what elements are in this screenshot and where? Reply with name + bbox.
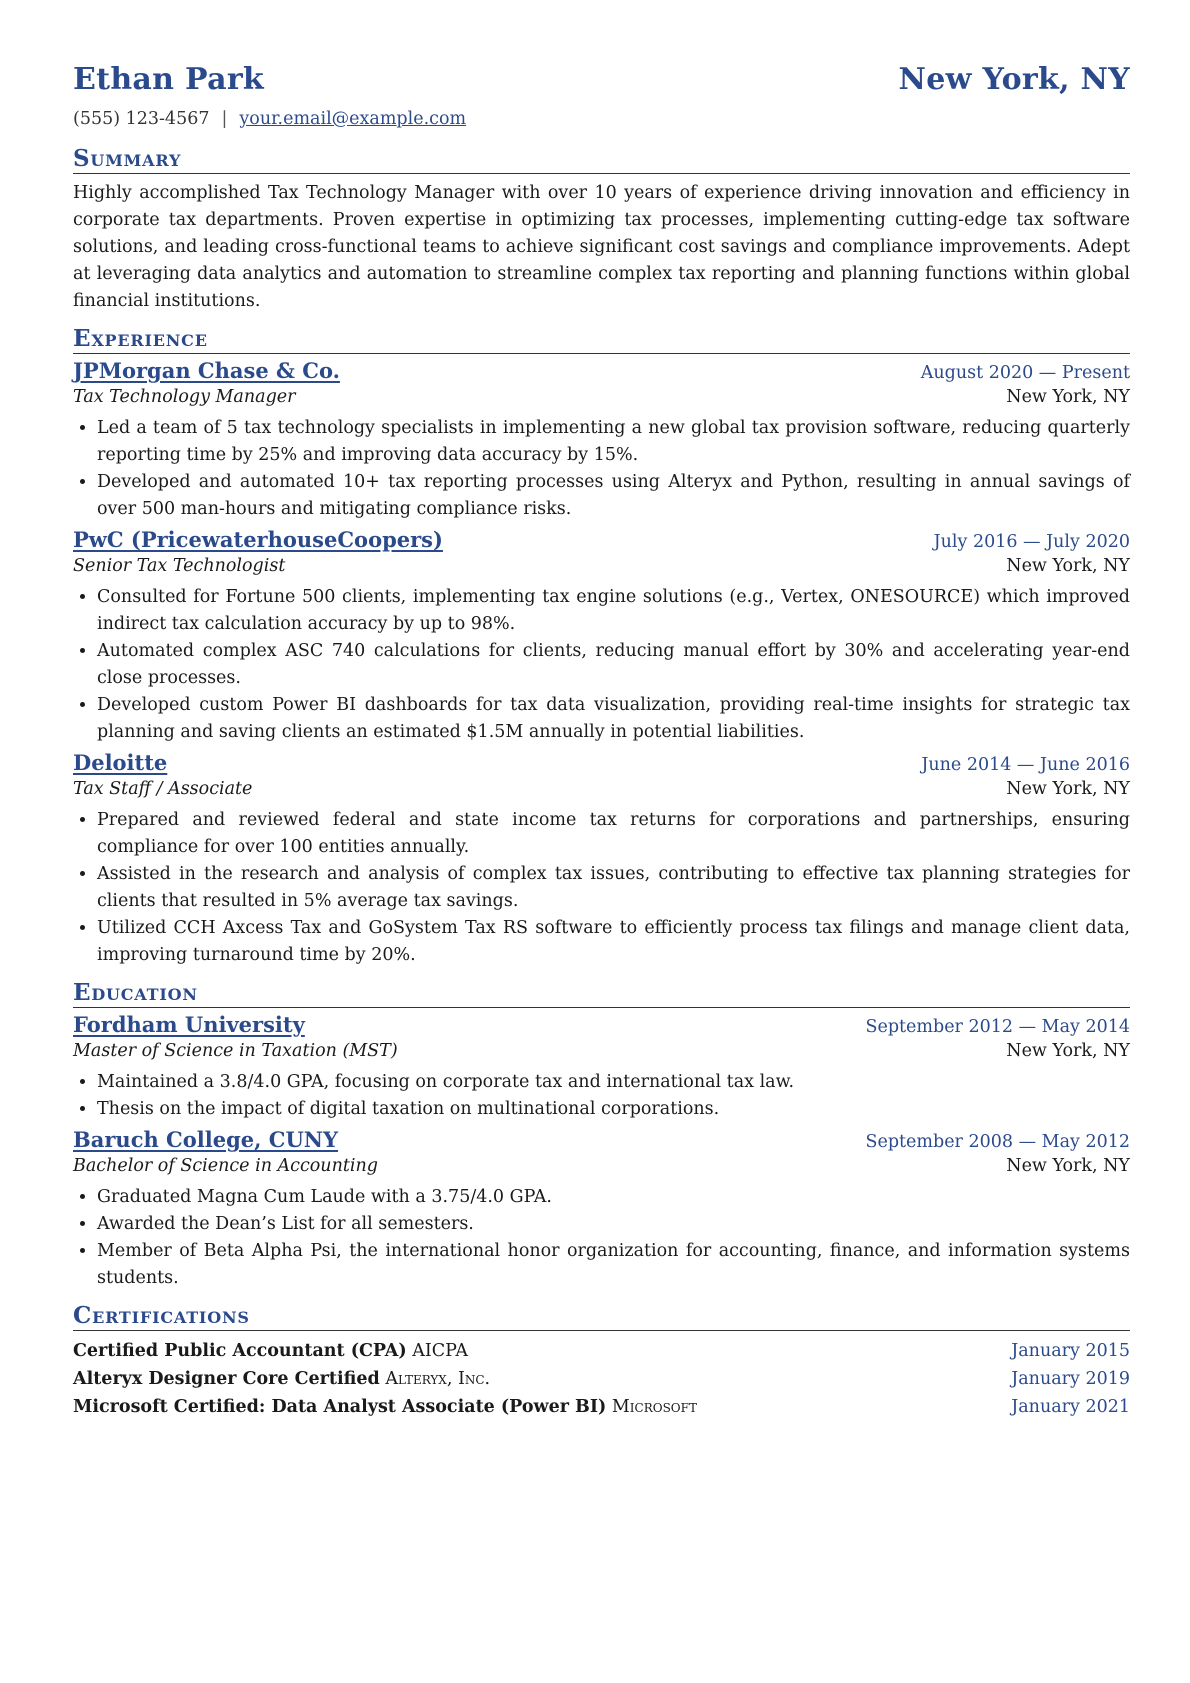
bullet-list — [73, 415, 1130, 523]
organization-link[interactable]: Baruch College, CUNY — [73, 1127, 338, 1152]
certification-issuer: Microsoft — [611, 1397, 697, 1417]
certifications-list — [73, 1337, 1130, 1421]
certification-date: January 2015 — [1011, 1341, 1130, 1361]
entry-role: Senior Tax Technologist — [73, 556, 286, 576]
entry-dates: July 2016 — July 2020 — [933, 532, 1130, 552]
organization-link[interactable]: Deloitte — [73, 750, 168, 775]
entry-header — [73, 750, 1130, 775]
bullet-item: • Awarded the Dean’s List for all semesters. — [97, 1211, 1130, 1238]
entry-subheader — [73, 779, 1130, 799]
entry-header — [73, 358, 1130, 383]
certification-date: January 2021 — [1011, 1397, 1130, 1417]
organization-link[interactable]: PwC (PricewaterhouseCoopers) — [73, 527, 443, 552]
bullet-item: • Developed and automated 10+ tax reporting processes using Alteryx and Python, resulting in annual savings of over 500 man-hours and mitigating compliance risks. — [97, 469, 1130, 523]
bullet-item: • Prepared and reviewed federal and state income tax returns for corporations and partnerships, ensuring compliance for over 100 entities annually. — [97, 807, 1130, 861]
certification-row — [73, 1337, 1130, 1365]
entry-dates: June 2014 — June 2016 — [921, 755, 1130, 775]
education-list — [73, 1012, 1130, 1292]
certification-left — [73, 1393, 697, 1421]
entry-header — [73, 1127, 1130, 1152]
certification-row — [73, 1393, 1130, 1421]
summary-text: Highly accomplished Tax Technology Manager with over 10 years of experience driving innovation and efficiency in corporate tax departments. Proven expertise in optimizing tax processes, implementing cutting-edge tax software solutions, and leading cross-functional teams to achieve significant cost savings and compliance improvements. Adept at leveraging data analytics and automation to streamline complex tax reporting and planning functions within global financial institutions. — [73, 183, 1130, 311]
entry — [73, 358, 1130, 523]
entry-role: Master of Science in Taxation (MST) — [73, 1041, 398, 1061]
entry-header — [73, 1012, 1130, 1037]
bullet-list — [73, 807, 1130, 969]
entry-location: New York, NY — [1006, 1156, 1130, 1176]
header — [73, 62, 1130, 97]
email-link[interactable]: your.email@example.com — [239, 109, 467, 129]
contact-line — [73, 109, 1130, 129]
bullet-item: • Utilized CCH Axcess Tax and GoSystem Tax RS software to efficiently process tax filings and manage client data, improving turnaround time by 20%. — [97, 915, 1130, 969]
bullet-list — [73, 1184, 1130, 1292]
entry-dates: September 2008 — May 2012 — [865, 1132, 1130, 1152]
entry-header — [73, 527, 1130, 552]
entry-dates: August 2020 — Present — [920, 363, 1130, 383]
bullet-item: • Graduated Magna Cum Laude with a 3.75/4.0 GPA. — [97, 1184, 1130, 1211]
entry-subheader — [73, 556, 1130, 576]
entry-subheader — [73, 387, 1130, 407]
entry-role: Tax Technology Manager — [73, 387, 296, 407]
certification-name: Alteryx Designer Core Certified — [73, 1369, 380, 1389]
certification-issuer: AICPA — [412, 1341, 468, 1361]
certification-date: January 2019 — [1011, 1369, 1130, 1389]
bullet-item: • Developed custom Power BI dashboards for tax data visualization, providing real-time insights for strategic tax planning and saving clients an estimated $1.5M annually in potential liabilities. — [97, 692, 1130, 746]
bullet-list — [73, 1069, 1130, 1123]
certification-name: Certified Public Accountant (CPA) — [73, 1341, 407, 1361]
phone-number: (555) 123-4567 — [73, 109, 210, 129]
experience-list — [73, 358, 1130, 969]
bullet-item: • Assisted in the research and analysis of complex tax issues, contributing to effective tax planning strategies for clients that resulted in 5% average tax savings. — [97, 861, 1130, 915]
entry-location: New York, NY — [1006, 387, 1130, 407]
entry-dates: September 2012 — May 2014 — [865, 1017, 1130, 1037]
entry-role: Bachelor of Science in Accounting — [73, 1156, 378, 1176]
bullet-item: • Maintained a 3.8/4.0 GPA, focusing on corporate tax and international tax law. — [97, 1069, 1130, 1096]
entry-subheader — [73, 1156, 1130, 1176]
header-location: New York, NY — [898, 62, 1130, 97]
bullet-item: • Automated complex ASC 740 calculations for clients, reducing manual effort by 30% and accelerating year-end close processes. — [97, 638, 1130, 692]
organization-link[interactable]: JPMorgan Chase & Co. — [73, 358, 340, 383]
entry — [73, 1127, 1130, 1292]
entry-location: New York, NY — [1006, 1041, 1130, 1061]
section-title-certifications: Certifications — [73, 1302, 1130, 1331]
entry — [73, 1012, 1130, 1123]
bullet-item: • Member of Beta Alpha Psi, the international honor organization for accounting, finance, and information systems students. — [97, 1238, 1130, 1292]
bullet-item: • Thesis on the impact of digital taxation on multinational corporations. — [97, 1096, 1130, 1123]
certification-row — [73, 1365, 1130, 1393]
bullet-item: • Consulted for Fortune 500 clients, implementing tax engine solutions (e.g., Vertex, ONESOURCE) which improved indirect tax calculation accuracy by up to 98%. — [97, 584, 1130, 638]
certification-issuer: Alteryx, Inc. — [385, 1369, 491, 1389]
entry — [73, 527, 1130, 746]
entry — [73, 750, 1130, 969]
bullet-list — [73, 584, 1130, 746]
contact-separator: | — [221, 109, 228, 129]
entry-role: Tax Staff / Associate — [73, 779, 253, 799]
certification-name: Microsoft Certified: Data Analyst Associate (Power BI) — [73, 1397, 607, 1417]
candidate-name: Ethan Park — [73, 62, 265, 97]
entry-subheader — [73, 1041, 1130, 1061]
entry-location: New York, NY — [1006, 556, 1130, 576]
certification-left — [73, 1365, 490, 1393]
section-title-experience: Experience — [73, 325, 1130, 354]
bullet-item: • Led a team of 5 tax technology specialists in implementing a new global tax provision software, reducing quarterly reporting time by 25% and improving data accuracy by 15%. — [97, 415, 1130, 469]
certification-left — [73, 1337, 468, 1365]
organization-link[interactable]: Fordham University — [73, 1012, 305, 1037]
entry-location: New York, NY — [1006, 779, 1130, 799]
section-title-summary: Summary — [73, 145, 1130, 174]
section-title-education: Education — [73, 979, 1130, 1008]
